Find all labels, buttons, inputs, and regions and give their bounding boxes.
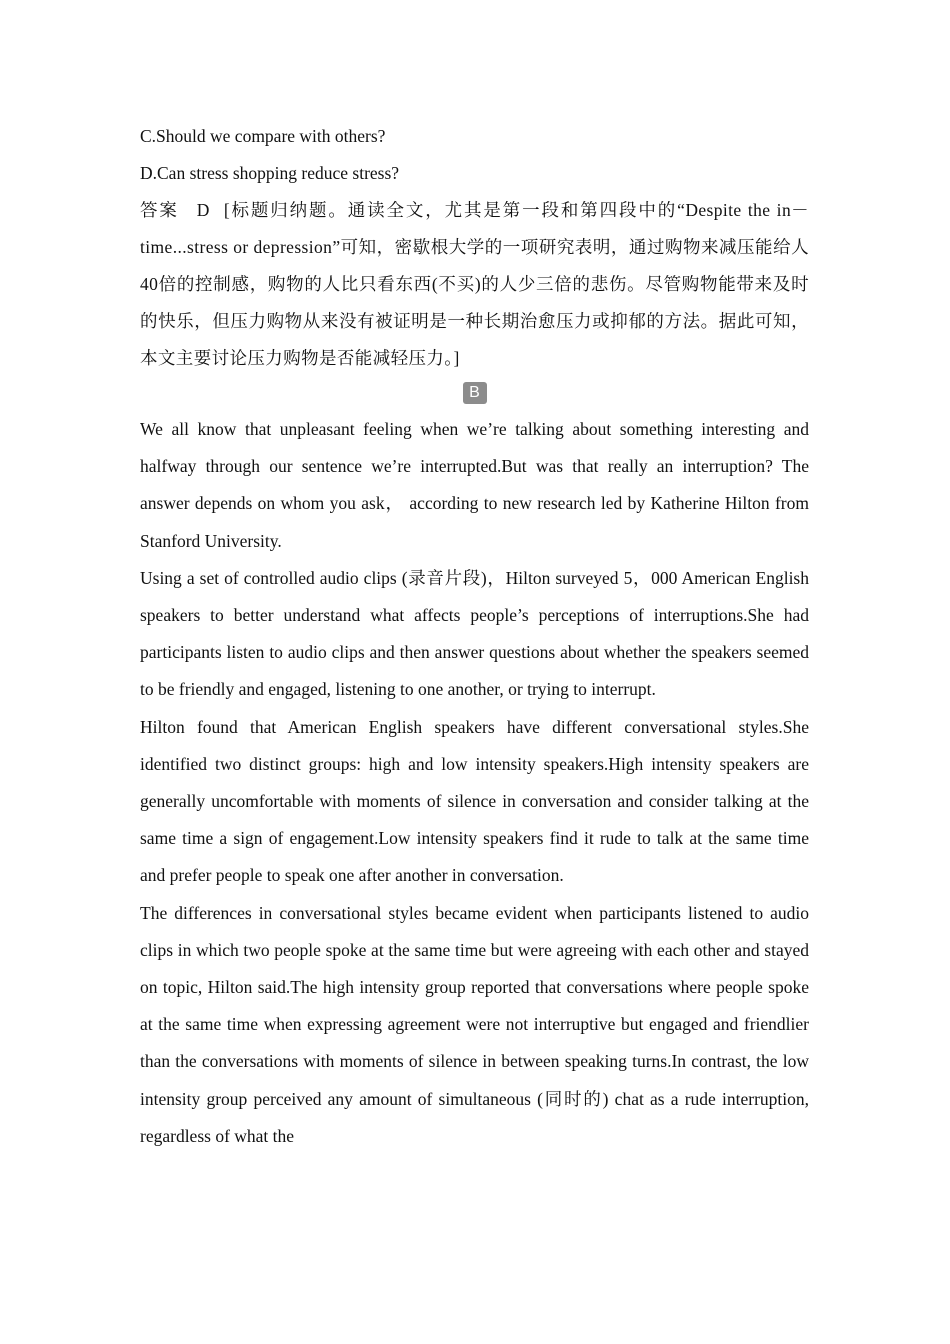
passage-paragraph-2: Using a set of controlled audio clips (录音片段)，Hilton surveyed 5，000 American English speakers to better understand what affects people’s perceptions of interruptions.She had participants listen to audio clips and then answer questions about whether the speakers seemed to be friendly and engaged, listening to one another, or trying to interrupt. <box>140 567 809 700</box>
answer-explanation: [标题归纳题。通读全文，尤其是第一段和第四段中的“Despite the in－time...stress or depression”可知，密歇根大学的一项研究表明，通过购物来减压能给人40倍的控制感，购物的人比只看东西(不买)的人少三倍的悲伤。尽管购物能带来及时的快乐，但压力购物从来没有被证明是一种长期治愈压力或抑郁的方法。据此可知，本文主要讨论压力购物是否能减轻压力。] <box>140 200 809 368</box>
option-c: C.Should we compare with others? <box>140 126 386 146</box>
answer-block <box>140 192 809 377</box>
passage-paragraph-3: Hilton found that American English speakers have different conversational styles.She identified two distinct groups: high and low intensity speakers.High intensity speakers are generally uncomfortable with moments of silence in conversation and consider talking at the same time a sign of engagement.Low intensity speakers find it rude to talk at the same time and prefer people to speak one after another in conversation. <box>140 716 809 886</box>
passage-paragraph-4: The differences in conversational styles became evident when participants listened to audio clips in which two people spoke at the same time but were agreeing with each other and stayed on topic, Hilton said.The high intensity group reported that conversations where people spoke at the same time when expressing agreement were not interruptive but engaged and friendlier than the conversations with moments of silence in between speaking turns.In contrast, the low intensity group perceived any amount of simultaneous (同时的) chat as a rude interruption, regardless of what the <box>140 902 809 1146</box>
answer-letter: D <box>196 200 210 220</box>
section-marker <box>140 375 809 411</box>
option-d: D.Can stress shopping reduce stress? <box>140 163 400 183</box>
passage-paragraph-1: We all know that unpleasant feeling when we’re talking about something interesting and halfway through our sentence we’re interrupted.But was that really an interruption? The answer depends on whom you ask， according to new research led by Katherine Hilton from Stanford University. <box>140 419 809 551</box>
section-badge: B <box>463 382 487 404</box>
document-page <box>140 118 809 1155</box>
answer-label: 答案 <box>140 200 179 220</box>
